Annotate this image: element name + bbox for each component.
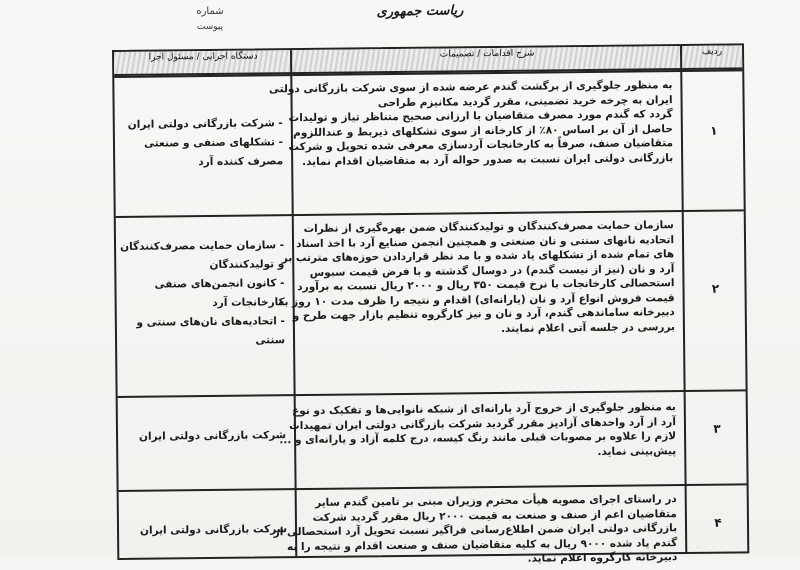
description-line: دبیرخانه کارگروه اعلام نماید.	[527, 551, 678, 565]
row-organization	[119, 520, 295, 541]
row-description	[268, 78, 681, 169]
table-row	[114, 69, 743, 218]
description-line: در راستای اجرای مصوبه هیأت محترم وزیران مبنی بر تامین گندم سایر	[315, 493, 677, 509]
organization-line: - سازمان حمایت مصرف‌کنندگان	[120, 239, 285, 253]
description-line: استحصالی کارخانجات با نرخ قیمت ۳۵۰ ریال و ۲۰۰۰ ریال نسبت به برآورد	[297, 277, 675, 294]
description-line: گندم یاد شده ۹۰۰۰ ریال به کلیه متقاضیان صنف و صنعت اقدام و نتیجه را به	[286, 536, 678, 553]
description-line: آرد از آرد واحدهای آزادپز مقرر گردید شرکت بازرگانی دولتی ایران تمهیدات	[289, 415, 676, 432]
description-line: متقاضیان اعم از صنف و صنعت به قیمت ۲۰۰۰ ریال مقرر گردید شرکت	[312, 507, 677, 524]
description-line: ایران به چرخه خرید تضمینی، مقرر گردید مکانیزم طراحی	[377, 93, 673, 109]
table-row	[119, 483, 748, 564]
description-line: گردد که گندم مورد مصرف متقاضیان با ارزانی صحیح متناظر تیاز و تولیدات	[288, 108, 673, 125]
table-row	[118, 389, 747, 492]
row-organization	[118, 426, 294, 447]
description-line: اتحادیه نانهای سنتی و نان صنعتی و همچنین انجمن صنایع آرد با اخذ اسناد	[295, 233, 675, 250]
description-line: سازمان حمایت مصرف‌کنندگان و تولیدکنندگان ضمن بهره‌گیری از نظرات	[303, 219, 674, 236]
attachment-label: پیوست	[196, 22, 224, 32]
description-line: پیش‌بینی نماید.	[597, 444, 677, 458]
table-row	[116, 209, 746, 398]
description-line: به منظور جلوگیری از برگشت گندم عرضه شده از سوی شرکت بازرگانی دولتی	[268, 79, 673, 96]
organization-line: شرکت بازرگانی دولتی ایران	[138, 429, 287, 443]
column-header-number-label: ردیف	[701, 46, 723, 57]
description-line: دبیرخانه ساماندهی گندم، آرد و نان و نیز کارگروه تنظیم بازار جهت طرح و	[292, 306, 675, 323]
row-description	[273, 492, 686, 569]
organization-line: مصرف کننده آرد	[198, 155, 284, 169]
organization-line: - شرکت بازرگانی دولتی ایران	[127, 117, 283, 131]
column-header-organization-label: دستگاه اجرایی / مسئول اجرا	[148, 51, 258, 63]
row-organization	[115, 114, 292, 173]
description-line: بررسی در جلسه آتی اعلام نمایند.	[500, 320, 675, 335]
organization-line: و تولیدکنندگان	[209, 258, 285, 271]
description-line: حاصل از آن بر اساس ۸۰٪ از کارخانه از سوی تشکلهای ذیربط و عنداللزوم	[293, 122, 673, 139]
organization-line: سنتی	[255, 334, 286, 347]
organization-line: - کانون انجمن‌های صنفی	[154, 277, 285, 291]
description-line: بازرگانی دولتی ایران ضمن اطلاع‌رسانی فراگیر نسبت تحویل آرد استحصالی از	[273, 522, 678, 539]
row-description	[278, 218, 683, 338]
description-line: های تمام شده از تشکلهای یاد شده و با مد نظر قراردادن حوزه‌های مترتب بر	[281, 248, 675, 265]
organization-line: - اتحادیه‌های نان‌های سنتی و	[136, 315, 285, 329]
description-line: لازم را علاوه بر مصوبات قبلی مانند رنگ کیسه، درج کلمه آزاد و یارانه‌ای و ...	[279, 430, 677, 447]
organization-line: شرکت بازرگانی دولتی ایران	[139, 523, 288, 537]
page-title: ریاست جمهوری	[376, 3, 464, 20]
row-organization	[116, 236, 293, 352]
decisions-table	[112, 43, 749, 565]
description-line: قیمت فروش انواع آرد و نان (یارانه‌ای) اقدام و نتیجه را ظرف مدت ۱۰ روز به	[278, 291, 675, 308]
description-line: آرد و نان (نیز از نیست گندم) در دوسال گذشته و با فرض قیمت سبوس	[309, 262, 675, 279]
organization-line: - تشکلهای صنفی و صنعتی	[144, 136, 284, 150]
column-header-number	[682, 45, 742, 70]
row-description	[279, 400, 685, 462]
description-line: بازرگانی دولتی ایران نسبت به صدور حواله آرد به متقاضیان اقدام نماید.	[302, 151, 674, 168]
description-line: متقاضیان صنف، صرفاً به کارخانجات آردسازی معرفی شده تحویل و شرکت	[288, 137, 674, 154]
row-number: ۲	[711, 281, 720, 296]
column-header-organization	[114, 50, 292, 76]
row-number: ۱	[710, 123, 718, 138]
row-number: ۴	[714, 515, 722, 530]
description-line: به منظور جلوگیری از خروج آرد یارانه‌ای از شبکه نانوایی‌ها و تفکیک دو نوع	[292, 401, 676, 418]
column-header-description-label: شرح اقدامات / تصمیمات	[439, 48, 535, 60]
organization-line: کارخانجات آرد	[212, 296, 285, 309]
row-number: ۳	[713, 421, 721, 436]
number-label: شماره	[196, 6, 224, 17]
